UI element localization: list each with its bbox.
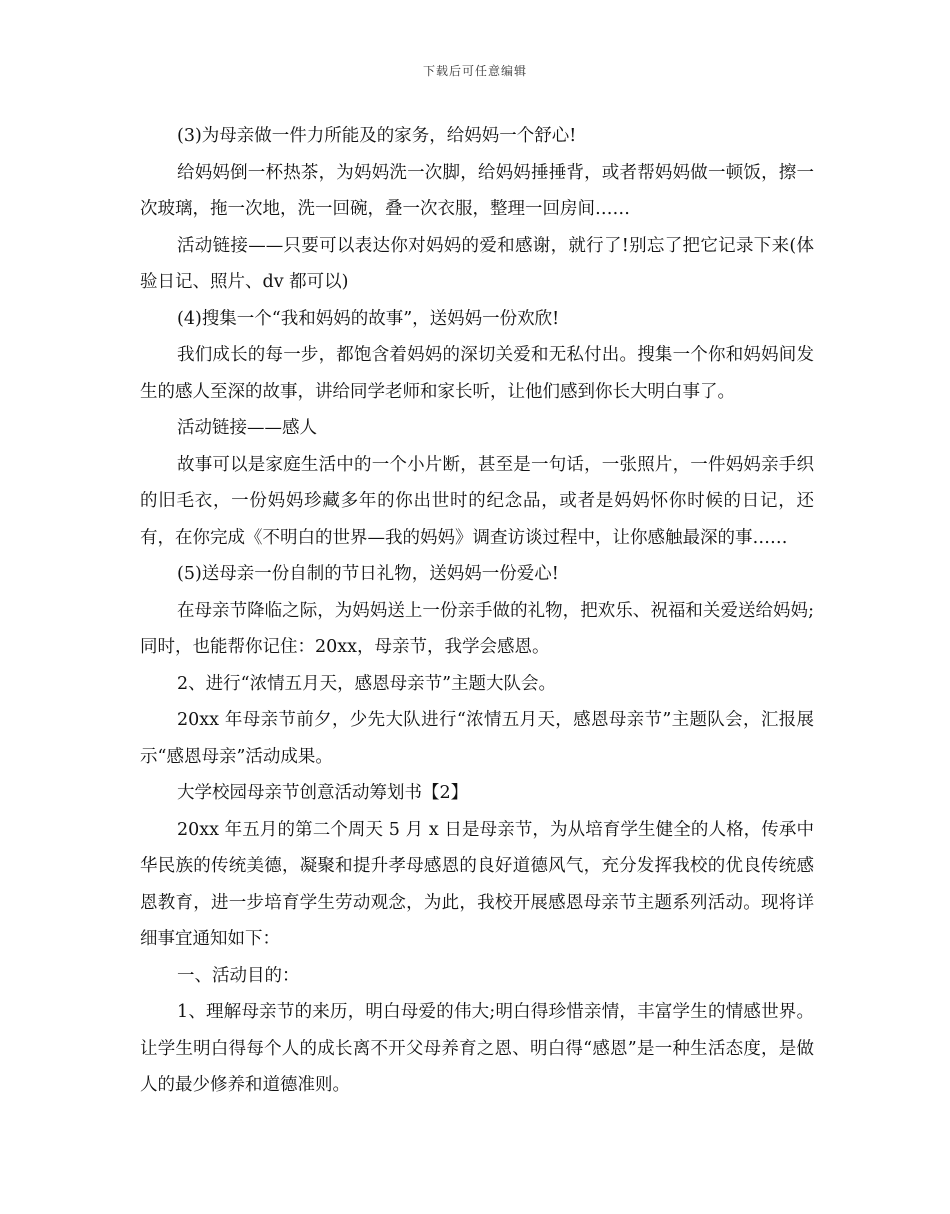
paragraph: (4)搜集一个“我和妈妈的故事”，送妈妈一份欢欣! bbox=[177, 308, 560, 329]
paragraph: 活动链接——只要可以表达你对妈妈的爱和感谢，就行了!别忘了把它记录下来(体验日记、照片、dv 都可以) bbox=[140, 235, 814, 292]
paragraph: 给妈妈倒一杯热茶，为妈妈洗一次脚，给妈妈捶捶背，或者帮妈妈做一顿饭，擦一次玻璃，拖一次地，洗一回碗，叠一次衣服，整理一回房间…… bbox=[140, 162, 814, 219]
paragraph: 20xx 年五月的第二个周天 5 月 x 日是母亲节，为从培育学生健全的人格，传承中华民族的传统美德，凝聚和提升孝母感恩的良好道德风气，充分发挥我校的优良传统感恩教育，进一步培育学生劳动观念，为此，我校开展感恩母亲节主题系列活动。现将详细事宜通知如下： bbox=[140, 819, 814, 949]
section-title: 大学校园母亲节创意活动筹划书【2】 bbox=[177, 783, 469, 803]
paragraph: 我们成长的每一步，都饱含着妈妈的深切关爱和无私付出。搜集一个你和妈妈间发生的感人至深的故事，讲给同学老师和家长听，让他们感到你长大明白事了。 bbox=[140, 345, 814, 402]
paragraph: (3)为母亲做一件力所能及的家务，给妈妈一个舒心! bbox=[177, 126, 577, 146]
paragraph: 2、进行“浓情五月天，感恩母亲节”主题大队会。 bbox=[177, 673, 557, 694]
paragraph: 活动链接——感人 bbox=[177, 418, 317, 438]
header-note: 下载后可任意编辑 bbox=[422, 64, 527, 78]
section-heading: 一、活动目的： bbox=[177, 965, 300, 986]
paragraph: 故事可以是家庭生活中的一个小片断，甚至是一句话，一张照片，一件妈妈亲手织的旧毛衣，一份妈妈珍藏多年的你出世时的纪念品，或者是妈妈怀你时候的日记，还有，在你完成《不明白的世界—我的妈妈》调查访谈过程中，让你感触最深的事…… bbox=[140, 454, 814, 548]
paragraph: 在母亲节降临之际，为妈妈送上一份亲手做的礼物，把欢乐、祝福和关爱送给妈妈;同时，也能帮你记住：20xx，母亲节，我学会感恩。 bbox=[140, 600, 814, 657]
paragraph: (5)送母亲一份自制的节日礼物，送妈妈一份爱心! bbox=[177, 564, 559, 584]
document-body bbox=[140, 118, 814, 1104]
paragraph: 1、理解母亲节的来历，明白母爱的伟大;明白得珍惜亲情，丰富学生的情感世界。让学生明白得每个人的成长离不开父母养育之恩、明白得“感恩”是一种生活态度，是做人的最少修养和道德准则。 bbox=[140, 1002, 814, 1095]
paragraph: 20xx 年母亲节前夕，少先大队进行“浓情五月天，感恩母亲节”主题队会，汇报展示“感恩母亲”活动成果。 bbox=[140, 710, 814, 767]
